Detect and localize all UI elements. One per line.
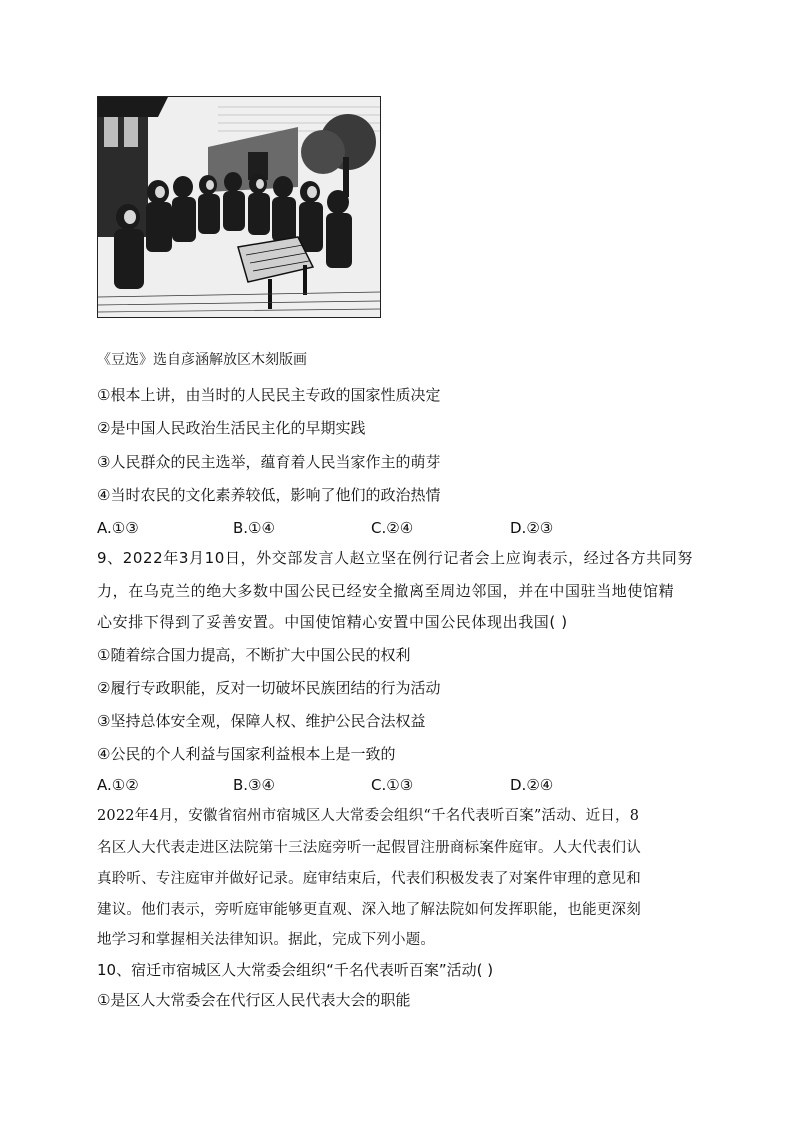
q9-stem-line-2: 力，在乌克兰的绝大多数中国公民已经安全撤离至周边邻国，并在中国驻当地使馆精: [97, 582, 675, 600]
q9-option-2: ②履行专政职能，反对一切破坏民族团结的行为活动: [97, 679, 441, 697]
q9-option-1: ①随着综合国力提高，不断扩大中国公民的权利: [97, 646, 411, 664]
q8-option-2: ②是中国人民政治生活民主化的早期实践: [97, 419, 366, 437]
passage-line-1: 2022年4月，安徽省宿州市宿城区人大常委会组织“千名代表听百案”活动、近日，8: [97, 808, 640, 824]
passage-line-3: 真聆听、专注庭审并做好记录。庭审结束后，代表们积极发表了对案件审理的意见和: [97, 871, 641, 887]
q9-choice-a: A.①②: [97, 776, 139, 794]
q9-stem-line-3: 心安排下得到了妥善安置。中国使馆精心安置中国公民体现出我国( ): [97, 613, 568, 631]
q9-option-4: ④公民的个人利益与国家利益根本上是一致的: [97, 745, 396, 763]
woodcut-print-image: [97, 96, 381, 318]
q8-choice-c: C.②④: [371, 519, 414, 537]
passage-line-2: 名区人大代表走进区法院第十三法庭旁听一起假冒注册商标案件庭审。人大代表们认: [97, 840, 641, 856]
q8-option-1: ①根本上讲，由当时的人民民主专政的国家性质决定: [97, 386, 441, 404]
passage-line-5: 地学习和掌握相关法律知识。据此，完成下列小题。: [97, 932, 436, 948]
q9-stem-line-1: 9、2022年3月10日，外交部发言人赵立坚在例行记者会上应询表示，经过各方共同努: [97, 549, 693, 567]
woodcut-illustration: [98, 97, 380, 317]
q9-choice-b: B.③④: [233, 776, 275, 794]
q9-option-3: ③坚持总体安全观，保障人权、维护公民合法权益: [97, 712, 426, 730]
q10-option-1: ①是区人大常委会在代行区人民代表大会的职能: [97, 991, 411, 1009]
q8-choice-a: A.①③: [97, 519, 139, 537]
q8-option-3: ③人民群众的民主选举，蕴育着人民当家作主的萌芽: [97, 453, 441, 471]
q8-choice-b: B.①④: [233, 519, 275, 537]
passage-line-4: 建议。他们表示，旁听庭审能够更直观、深入地了解法院如何发挥职能，也能更深刻: [97, 902, 641, 918]
q10-stem: 10、宿迁市宿城区人大常委会组织“千名代表听百案”活动( ): [97, 961, 494, 979]
q9-choice-d: D.②④: [510, 776, 554, 794]
q9-choice-c: C.①③: [371, 776, 414, 794]
image-caption: 《豆选》选自彦涵解放区木刻版画: [97, 352, 307, 368]
q8-choice-d: D.②③: [510, 519, 554, 537]
q8-option-4: ④当时农民的文化素养较低，影响了他们的政治热情: [97, 486, 441, 504]
